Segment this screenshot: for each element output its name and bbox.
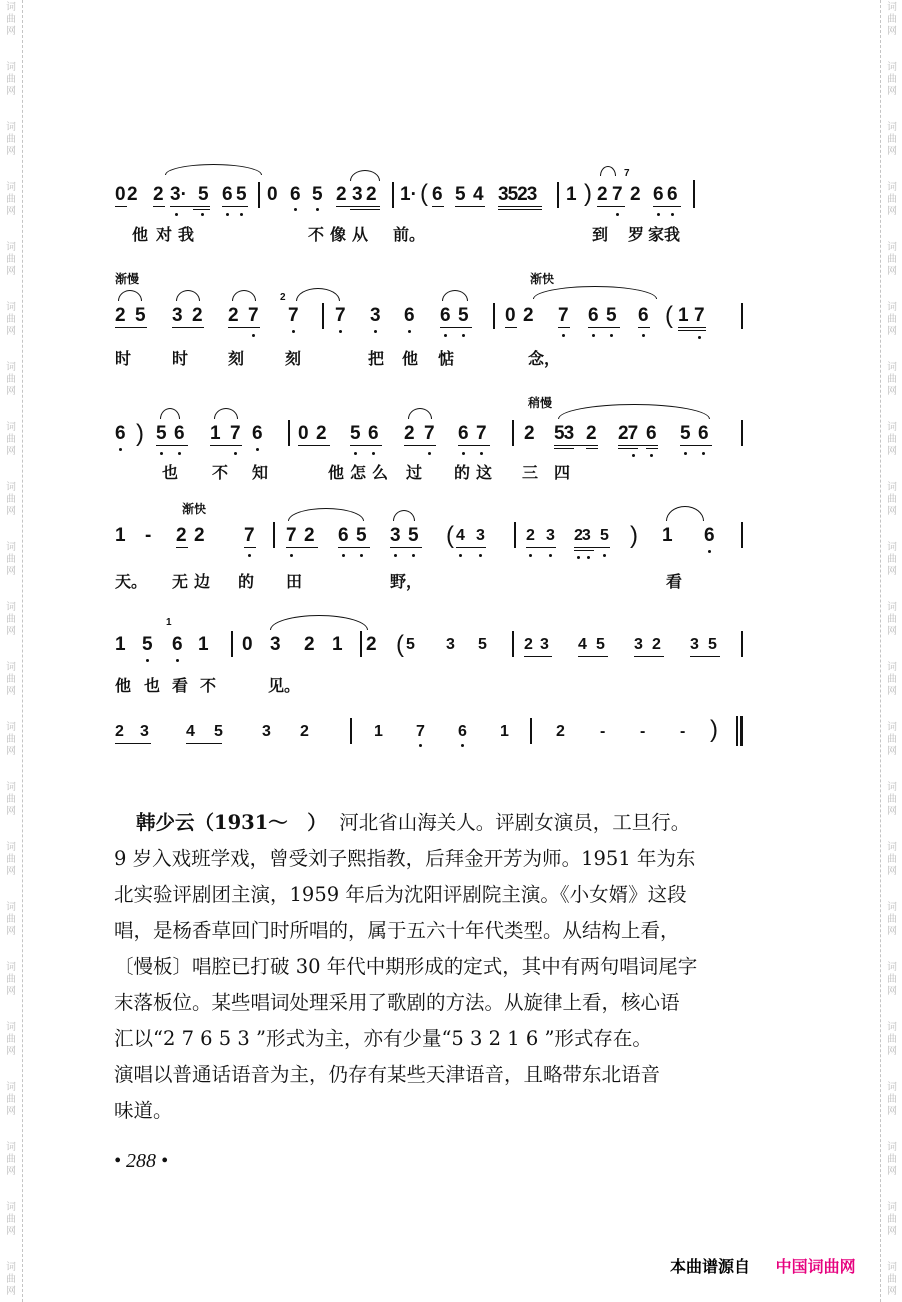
watermark-glyphs: 词 曲 网 — [887, 62, 897, 97]
page-number: • 288 • — [114, 1150, 169, 1172]
lyric: 么 — [372, 463, 389, 482]
lyric: 也 — [162, 463, 179, 482]
watermark-glyphs: 词 曲 网 — [6, 902, 16, 937]
watermark-glyphs: 词 曲 网 — [6, 842, 16, 877]
watermark-glyphs: 词 曲 网 — [6, 182, 16, 217]
lyric: 刻 — [228, 349, 245, 368]
lyric: 到 — [592, 225, 609, 244]
watermark-glyphs: 词 曲 网 — [6, 1022, 16, 1057]
lyric: 不 — [308, 225, 325, 244]
watermark-glyphs: 词 曲 网 — [6, 242, 16, 277]
watermark-glyphs: 词 曲 网 — [887, 302, 897, 337]
score-line-5: 1 5 1 6 1 0 3 2 1 2 ( 5 3 5 2 3 4 5 3 2 3 5 他 也 看 不 见。 — [110, 605, 770, 695]
score-line-1: 0 2 2 3· 5 6 5 0 6 5 2 3 2 1· ( 6 5 4 3523 1 ) 2 7 7 2 6 6 他 对 我 不 像 从 前。 到 罗 家我 — [110, 160, 770, 250]
prose-line-1: 韩少云（1931～ ） 河北省山海关人。评剧女演员，工旦行。 — [136, 811, 691, 834]
lyric: 看 — [666, 572, 683, 591]
lyric: 怎 — [350, 463, 367, 482]
prose-line: 北实验评剧团主演，1959 年后为沈阳评剧院主演。《小女婿》这段 — [114, 883, 687, 906]
prose-line: 汇以“2 7 6 5 3 ”形式为主，亦有少量“5 3 2 1 6 ”形式存在。 — [114, 1027, 652, 1050]
watermark-glyphs: 词 曲 网 — [887, 242, 897, 277]
watermark-glyphs: 词 曲 网 — [6, 962, 16, 997]
lyric: 过 — [406, 463, 423, 482]
score-line-3: 稍慢 6 ) 5 6 1 7 6 0 2 5 6 2 7 6 7 2 53 2 27 6 5 6 也 不 知 他 怎 么 过 的 这 三 四 — [110, 392, 770, 482]
lyric: 也 — [144, 676, 161, 695]
lyric: 见。 — [268, 676, 301, 695]
lyric: 家我 — [648, 225, 681, 244]
lyric: 这 — [476, 463, 493, 482]
watermark-glyphs: 词 曲 网 — [6, 302, 16, 337]
prose-line: 末落板位。某些唱词处理采用了歌剧的方法。从旋律上看，核心语 — [114, 991, 680, 1014]
watermark-glyphs: 词 曲 网 — [6, 362, 16, 397]
watermark-glyphs: 词 曲 网 — [6, 1202, 16, 1237]
lyric: 时 — [115, 349, 132, 368]
score-line-6: 2 3 4 5 3 2 1 7 6 1 2 - - - ) — [110, 706, 770, 796]
watermark-glyphs: 词 曲 网 — [6, 662, 16, 697]
lyric: 田 — [286, 572, 303, 591]
prose-line: 味道。 — [114, 1099, 173, 1122]
lyric: 从 — [352, 225, 369, 244]
lyric: 前。 — [393, 225, 426, 244]
lyric: 不 — [212, 463, 229, 482]
watermark-glyphs: 词 曲 网 — [887, 1142, 897, 1177]
watermark-glyphs: 词 曲 网 — [887, 362, 897, 397]
tempo-mark: 渐慢 — [115, 272, 140, 286]
watermark-glyphs: 词 曲 网 — [6, 782, 16, 817]
watermark-glyphs: 词 曲 网 — [6, 62, 16, 97]
lyric: 像 — [330, 225, 347, 244]
lyric: 看 — [172, 676, 189, 695]
watermark-glyphs: 词 曲 网 — [6, 1262, 16, 1297]
watermark-glyphs: 词 曲 网 — [887, 722, 897, 757]
lyric: 刻 — [285, 349, 302, 368]
lyric: 无 — [172, 572, 189, 591]
performer-name: 韩少云（1931～ ） — [136, 811, 327, 834]
watermark-glyphs: 词 曲 网 — [6, 722, 16, 757]
tempo-mark: 稍慢 — [528, 396, 553, 410]
lyric: 不 — [200, 676, 217, 695]
source-label: 本曲谱源自 — [670, 1257, 751, 1276]
right-watermark-strip — [880, 0, 902, 1302]
prose-line: 〔慢板〕唱腔已打破 30 年代中期形成的定式，其中有两句唱词尾字 — [114, 955, 698, 978]
watermark-glyphs: 词 曲 网 — [887, 1022, 897, 1057]
lyric: 野， — [390, 572, 423, 591]
lyric: 对 — [156, 225, 173, 244]
lyric: 罗 — [628, 225, 645, 244]
prose-line: 唱，是杨香草回门时所唱的，属于五六十年代类型。从结构上看， — [114, 919, 680, 942]
watermark-glyphs: 词 曲 网 — [6, 482, 16, 517]
watermark-glyphs: 词 曲 网 — [887, 662, 897, 697]
watermark-glyphs: 词 曲 网 — [887, 1262, 897, 1297]
watermark-glyphs: 词 曲 网 — [6, 1142, 16, 1177]
watermark-glyphs: 词 曲 网 — [6, 602, 16, 637]
watermark-glyphs: 词 曲 网 — [6, 1082, 16, 1117]
watermark-glyphs: 词 曲 网 — [887, 602, 897, 637]
lyric: 三 — [522, 463, 539, 482]
prose-line: 演唱以普通话语音为主，仍存有某些天津语音，且略带东北语音 — [114, 1063, 661, 1086]
watermark-glyphs: 词 曲 网 — [887, 482, 897, 517]
watermark-glyphs: 词 曲 网 — [887, 182, 897, 217]
lyric: 念， — [528, 349, 561, 368]
watermark-glyphs: 词 曲 网 — [887, 1202, 897, 1237]
lyric: 的 — [454, 463, 471, 482]
watermark-glyphs: 词 曲 网 — [887, 422, 897, 457]
watermark-glyphs: 词 曲 网 — [887, 962, 897, 997]
lyric: 时 — [172, 349, 189, 368]
watermark-glyphs: 词 曲 网 — [887, 902, 897, 937]
watermark-glyphs: 词 曲 网 — [887, 122, 897, 157]
lyric: 边 — [194, 572, 211, 591]
tempo-mark: 渐快 — [182, 502, 207, 516]
watermark-glyphs: 词 曲 网 — [887, 842, 897, 877]
watermark-glyphs: 词 曲 网 — [6, 542, 16, 577]
biography-text — [114, 805, 774, 1129]
lyric: 知 — [252, 463, 269, 482]
left-watermark-strip — [0, 0, 23, 1302]
watermark-glyphs: 词 曲 网 — [887, 1082, 897, 1117]
watermark-glyphs: 词 曲 网 — [887, 782, 897, 817]
watermark-glyphs: 词 曲 网 — [6, 122, 16, 157]
lyric: 把 — [368, 349, 385, 368]
source-credit — [670, 1254, 856, 1277]
site-link[interactable]: 中国词曲网 — [775, 1257, 856, 1276]
prose-line: 9 岁入戏班学戏，曾受刘子熙指教，后拜金开芳为师。1951 年为东 — [114, 847, 696, 870]
lyric: 他 — [115, 676, 132, 695]
watermark-glyphs: 词 曲 网 — [6, 422, 16, 457]
watermark-glyphs: 词 曲 网 — [6, 2, 16, 37]
lyric: 的 — [238, 572, 255, 591]
lyric: 天。 — [115, 572, 148, 591]
score-line-4: 渐快 1 - 2 2 7 7 2 6 5 3 5 ( 4 3 2 3 23 5 ) 1 6 天。 无 边 的 田 野， 看 — [110, 498, 770, 588]
watermark-glyphs: 词 曲 网 — [887, 2, 897, 37]
lyric: 四 — [554, 463, 571, 482]
tempo-mark: 渐快 — [530, 272, 555, 286]
lyric: 他 — [132, 225, 149, 244]
lyric: 我 — [178, 225, 195, 244]
lyric: 他 — [402, 349, 419, 368]
score-line-2: 渐慢 渐快 2 5 3 2 2 7 2 7 7 3 6 6 5 0 2 7 6 5 6 ( 1 7 时 时 刻 刻 把 他 惦 念， — [110, 268, 770, 358]
lyric: 惦 — [438, 349, 455, 368]
watermark-glyphs: 词 曲 网 — [887, 542, 897, 577]
lyric: 他 — [328, 463, 345, 482]
